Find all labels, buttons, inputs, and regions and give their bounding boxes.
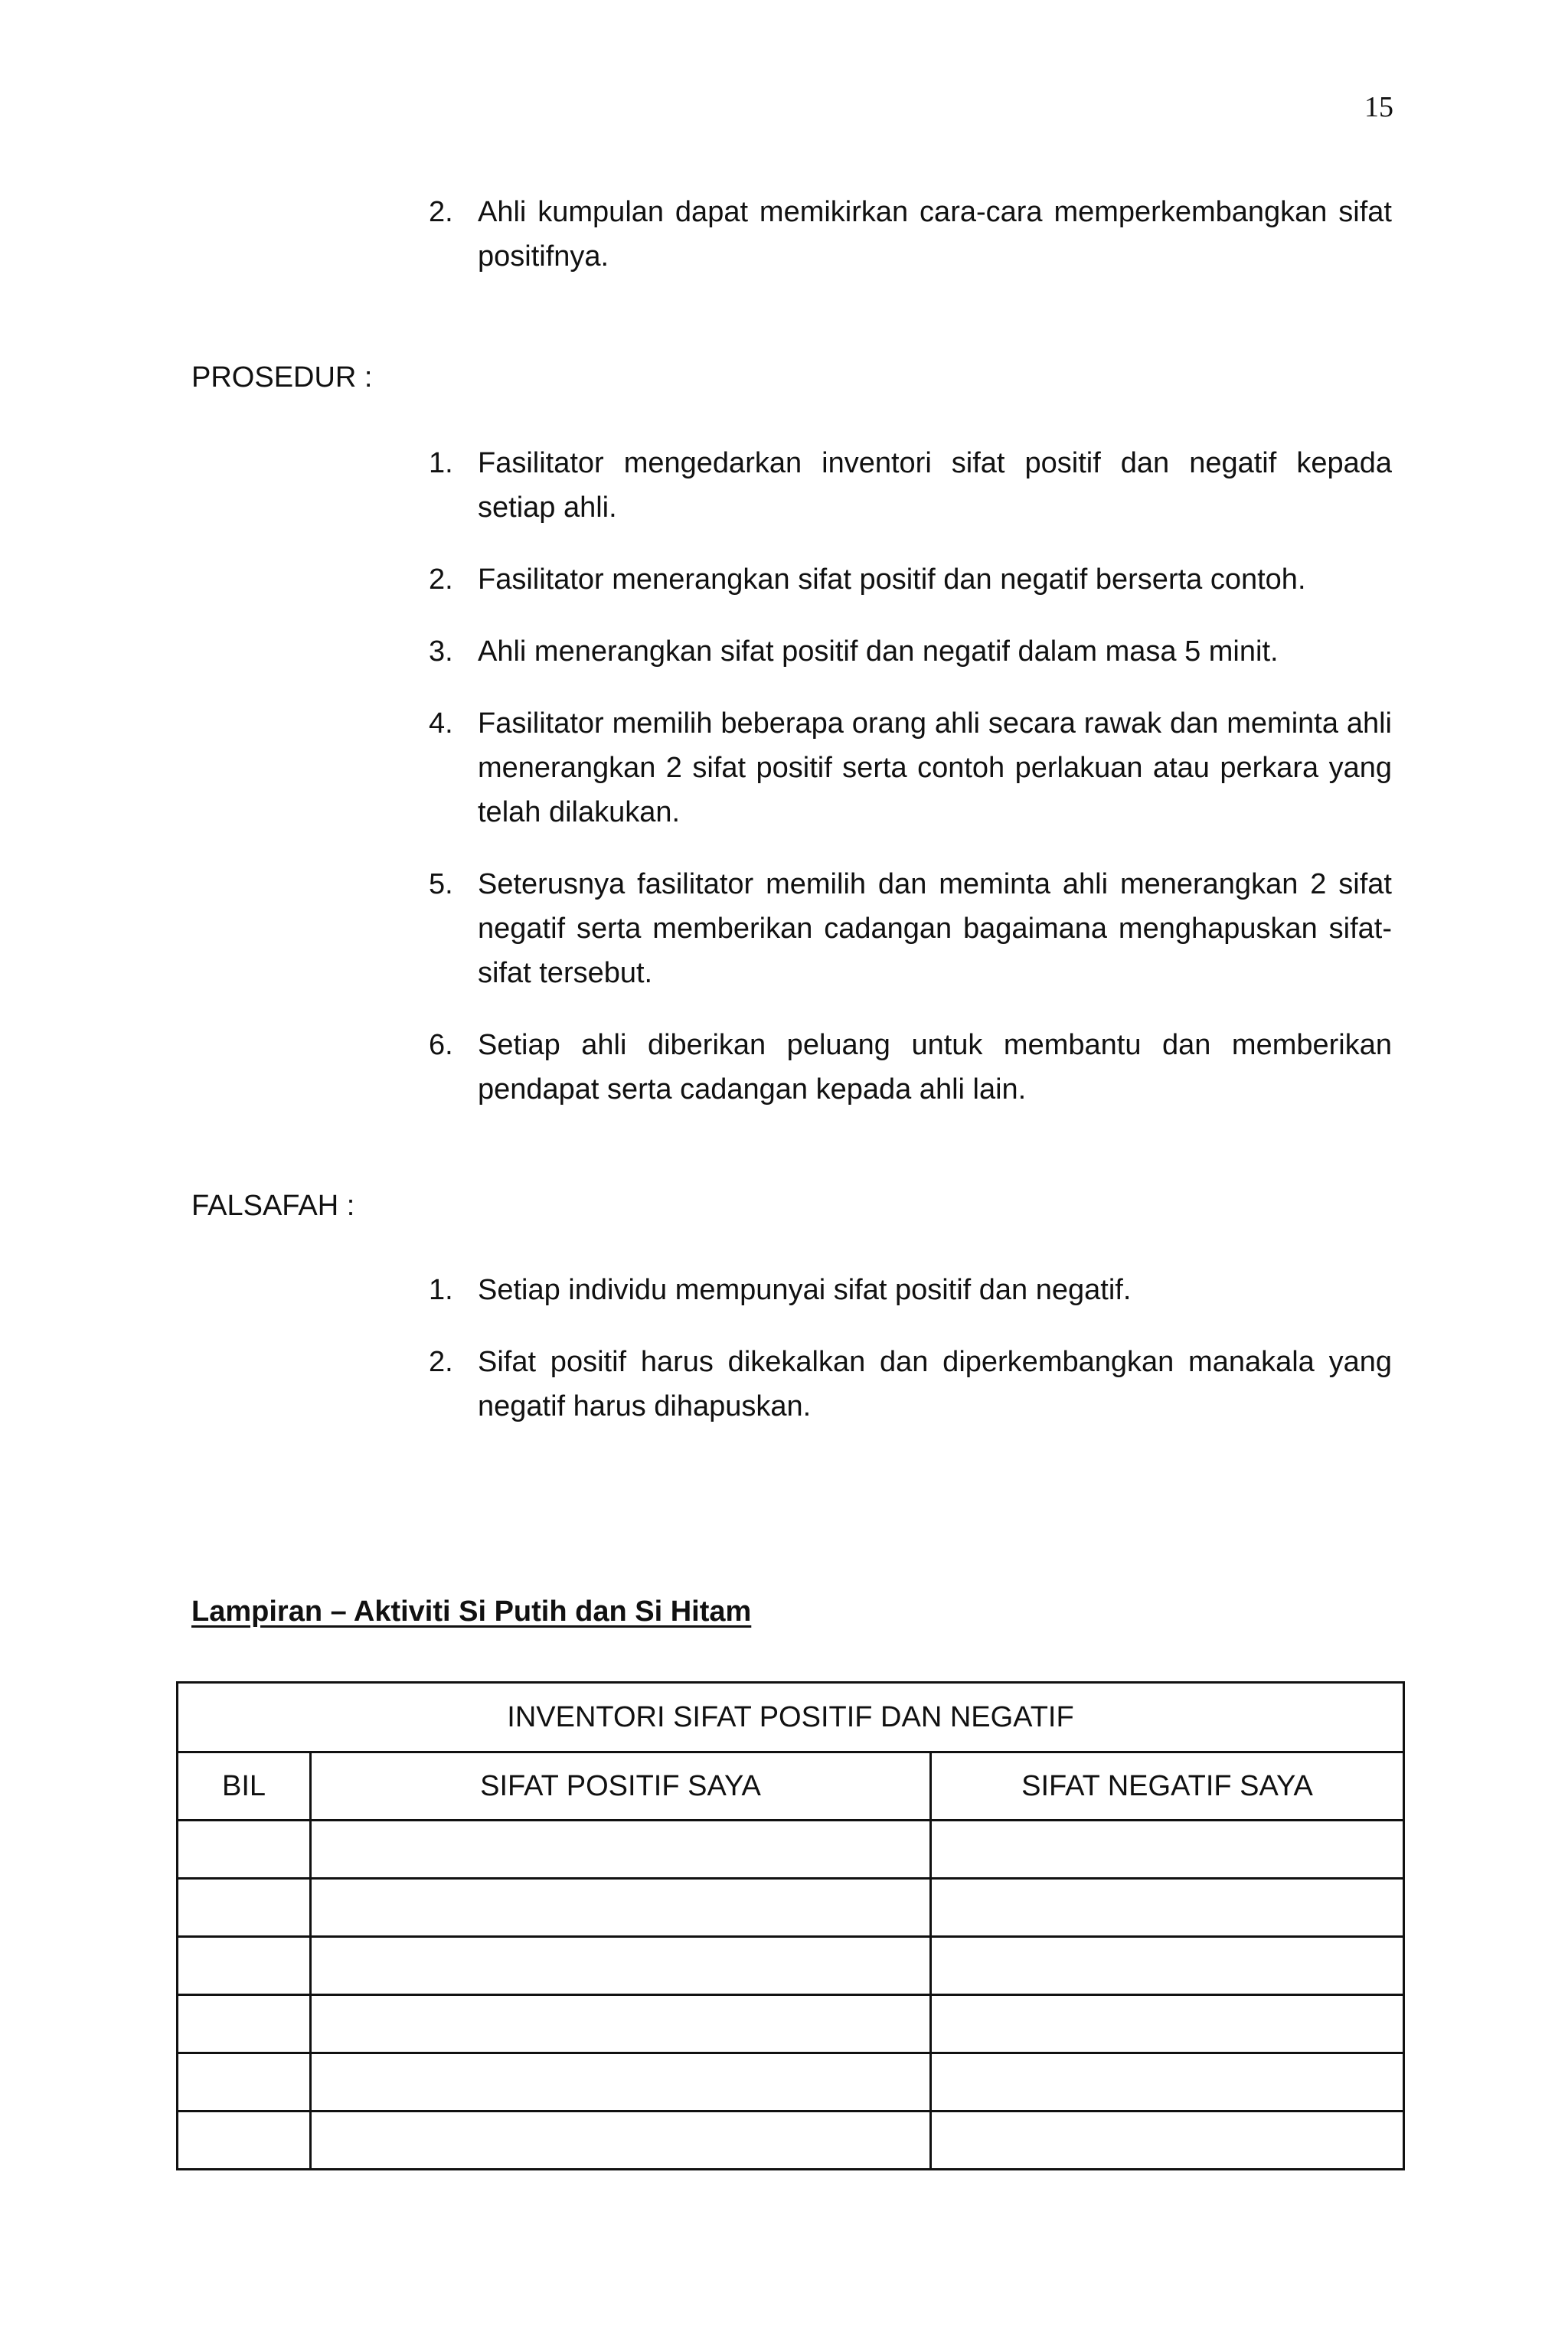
prosedur-heading: PROSEDUR : bbox=[191, 361, 373, 394]
table-cell bbox=[178, 1937, 311, 1995]
table-cell bbox=[178, 1879, 311, 1937]
item-number: 1. bbox=[429, 447, 453, 479]
table-cell bbox=[931, 1821, 1404, 1879]
table-cell bbox=[311, 1821, 931, 1879]
table-cell bbox=[178, 2053, 311, 2112]
item-text: Ahli menerangkan sifat positif dan negatif dalam masa 5 minit. bbox=[478, 635, 1279, 668]
table-cell bbox=[311, 2112, 931, 2170]
falsafah-list bbox=[429, 1268, 1392, 1429]
item-text: Ahli kumpulan dapat memikirkan cara-cara memperkembangkan sifat positifnya. bbox=[478, 196, 1392, 273]
table-header-row bbox=[178, 1752, 1404, 1821]
column-header-negatif: SIFAT NEGATIF SAYA bbox=[931, 1752, 1404, 1821]
list-item bbox=[429, 1023, 1392, 1112]
list-item bbox=[429, 1268, 1392, 1312]
table-row bbox=[178, 1937, 1404, 1995]
table-cell bbox=[931, 1995, 1404, 2053]
table-cell bbox=[311, 1879, 931, 1937]
item-text: Setiap ahli diberikan peluang untuk membantu dan memberikan pendapat serta cadangan kepada ahli lain. bbox=[478, 1029, 1392, 1106]
table-row bbox=[178, 1879, 1404, 1937]
falsafah-heading: FALSAFAH : bbox=[191, 1190, 355, 1222]
prosedur-list bbox=[429, 441, 1392, 1112]
item-number: 2. bbox=[429, 1346, 453, 1378]
item-number: 2. bbox=[429, 563, 453, 596]
table-cell bbox=[931, 1879, 1404, 1937]
table-cell bbox=[178, 2112, 311, 2170]
list-item bbox=[429, 862, 1392, 995]
list-item bbox=[429, 629, 1392, 674]
item-text: Setiap individu mempunyai sifat positif dan negatif. bbox=[478, 1274, 1132, 1306]
item-text: Seterusnya fasilitator memilih dan meminta ahli menerangkan 2 sifat negatif serta memberikan cadangan bagaimana menghapuskan sifat-sifat tersebut. bbox=[478, 868, 1392, 989]
column-header-positif: SIFAT POSITIF SAYA bbox=[311, 1752, 931, 1821]
table-row bbox=[178, 1995, 1404, 2053]
table-cell bbox=[311, 1995, 931, 2053]
table-row bbox=[178, 1821, 1404, 1879]
table-row bbox=[178, 2112, 1404, 2170]
table-title-row bbox=[178, 1683, 1404, 1752]
list-item bbox=[429, 1340, 1392, 1429]
column-header-bil: BIL bbox=[178, 1752, 311, 1821]
page-number: 15 bbox=[1364, 91, 1393, 123]
table-cell bbox=[178, 1821, 311, 1879]
table-cell bbox=[931, 2053, 1404, 2112]
appendix-title: Lampiran – Aktiviti Si Putih dan Si Hitam bbox=[191, 1595, 752, 1628]
item-text: Fasilitator memilih beberapa orang ahli secara rawak dan meminta ahli menerangkan 2 sifat positif serta contoh perlakuan atau perkara yang telah dilakukan. bbox=[478, 707, 1392, 828]
objectives-list bbox=[429, 190, 1392, 279]
list-item bbox=[429, 557, 1392, 602]
table-cell bbox=[311, 2053, 931, 2112]
table-cell bbox=[178, 1995, 311, 2053]
item-number: 4. bbox=[429, 707, 453, 740]
table-title: INVENTORI SIFAT POSITIF DAN NEGATIF bbox=[178, 1683, 1404, 1752]
item-text: Fasilitator mengedarkan inventori sifat positif dan negatif kepada setiap ahli. bbox=[478, 447, 1392, 524]
item-number: 2. bbox=[429, 196, 453, 228]
table-cell bbox=[931, 1937, 1404, 1995]
item-number: 3. bbox=[429, 635, 453, 668]
table-row bbox=[178, 2053, 1404, 2112]
list-item bbox=[429, 701, 1392, 834]
inventory-table bbox=[176, 1681, 1405, 2170]
table-cell bbox=[311, 1937, 931, 1995]
table-cell bbox=[931, 2112, 1404, 2170]
list-item bbox=[429, 190, 1392, 279]
item-number: 5. bbox=[429, 868, 453, 900]
item-number: 6. bbox=[429, 1029, 453, 1061]
item-text: Sifat positif harus dikekalkan dan diperkembangkan manakala yang negatif harus dihapuskan. bbox=[478, 1346, 1392, 1422]
list-item bbox=[429, 441, 1392, 530]
item-text: Fasilitator menerangkan sifat positif dan negatif berserta contoh. bbox=[478, 563, 1306, 596]
item-number: 1. bbox=[429, 1274, 453, 1306]
